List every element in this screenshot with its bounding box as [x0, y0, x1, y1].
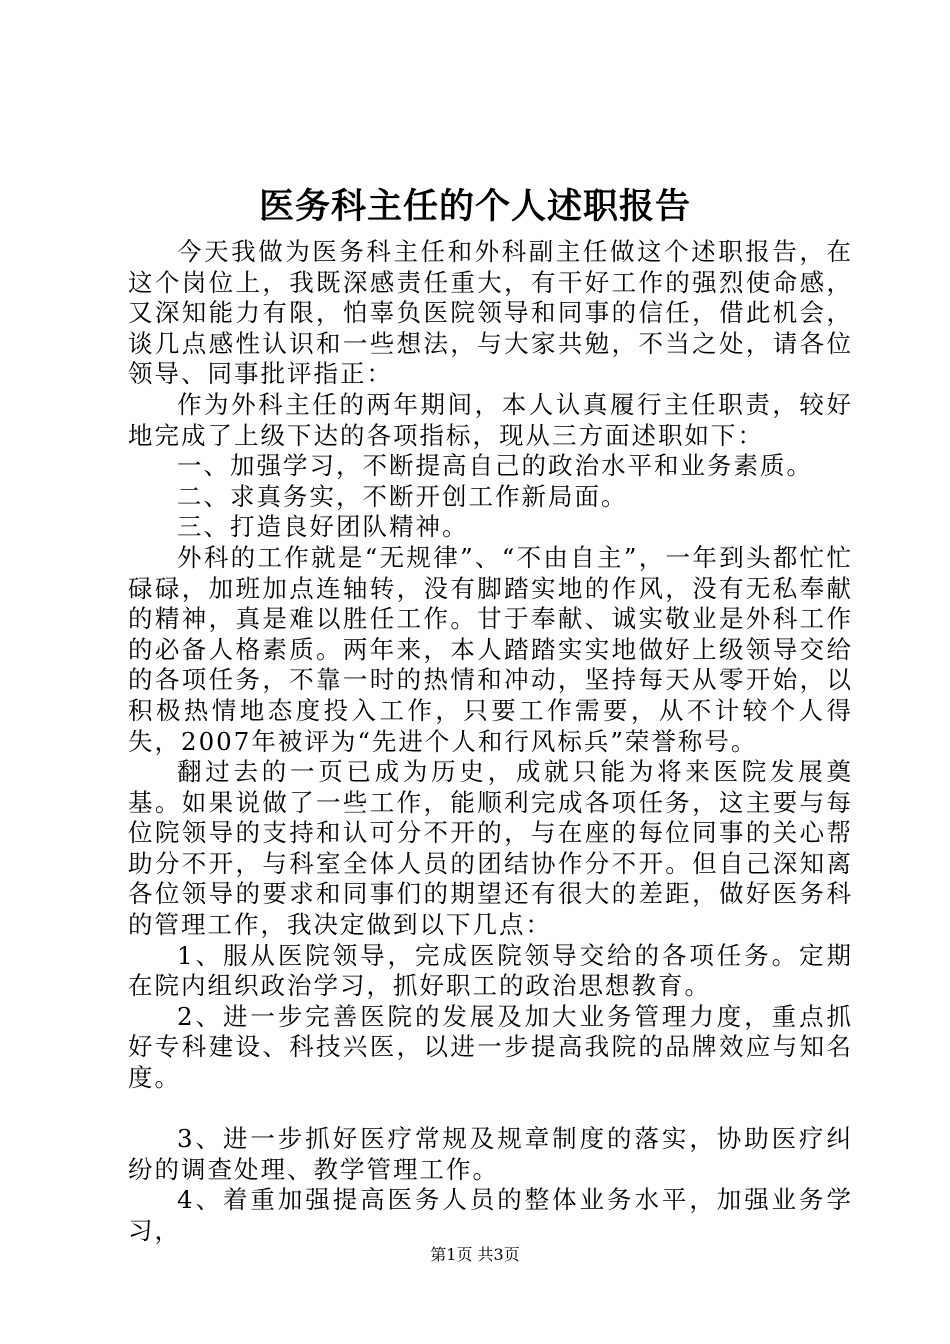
paragraph-surgery-work: 外科的工作就是“无规律”、“不由自主”，一年到头都忙忙碌碌，加班加点连轴转，没有脚踏实地的作风，没有无私奉献的精神，真是难以胜任工作。甘于奉献、诚实敬业是外科工作的必备人格素质。两年来，本人踏踏实实地做好上级领导交给的各项任务，不靠一时的热情和冲动，坚持每天从零开始，以积极热情地态度投入工作，只要工作需要，从不计较个人得失，2007年被评为“先进个人和行风标兵”荣誉称号。	[128, 542, 853, 756]
paragraph-intro: 今天我做为医务科主任和外科副主任做这个述职报告，在这个岗位上，我既深感责任重大，有干好工作的强烈使命感，又深知能力有限，怕辜负医院领导和同事的信任，借此机会，谈几点感性认识和一些想法，与大家共勉，不当之处，请各位领导、同事批评指正：	[128, 237, 853, 389]
paragraph-plan-1: 1、服从医院领导，完成医院领导交给的各项任务。定期在院内组织政治学习，抓好职工的政治思想教育。	[128, 940, 853, 1001]
page-footer: 第1页 共3页	[430, 1245, 520, 1264]
paragraph-spacer	[128, 1094, 853, 1125]
paragraph-overview: 作为外科主任的两年期间，本人认真履行主任职责，较好地完成了上级下达的各项指标，现从三方面述职如下：	[128, 389, 853, 450]
paragraph-plan-3: 3、进一步抓好医疗常规及规章制度的落实，协助医疗纠纷的调查处理、教学管理工作。	[128, 1124, 853, 1184]
paragraph-plan-4: 4、着重加强提高医务人员的整体业务水平，加强业务学习，	[128, 1185, 853, 1245]
paragraph-point-3: 三、打造良好团队精神。	[177, 512, 469, 542]
paragraph-history: 翻过去的一页已成为历史，成就只能为将来医院发展奠基。如果说做了一些工作，能顺利完成各项任务，这主要与每位院领导的支持和认可分不开的，与在座的每位同事的关心帮助分不开，与科室全体人员的团结协作分不开。但自己深知离各位领导的要求和同事们的期望还有很大的差距，做好医务科的管理工作，我决定做到以下几点：	[128, 757, 853, 940]
paragraph-point-2: 二、求真务实，不断开创工作新局面。	[177, 481, 628, 511]
document-body	[128, 237, 853, 1247]
paragraph-plan-2: 2、进一步完善医院的发展及加大业务管理力度，重点抓好专科建设、科技兴医，以进一步提高我院的品牌效应与知名度。	[128, 1001, 853, 1093]
document-title: 医务科主任的个人述职报告	[258, 186, 691, 227]
paragraph-point-1: 一、加强学习，不断提高自己的政治水平和业务素质。	[177, 451, 813, 481]
